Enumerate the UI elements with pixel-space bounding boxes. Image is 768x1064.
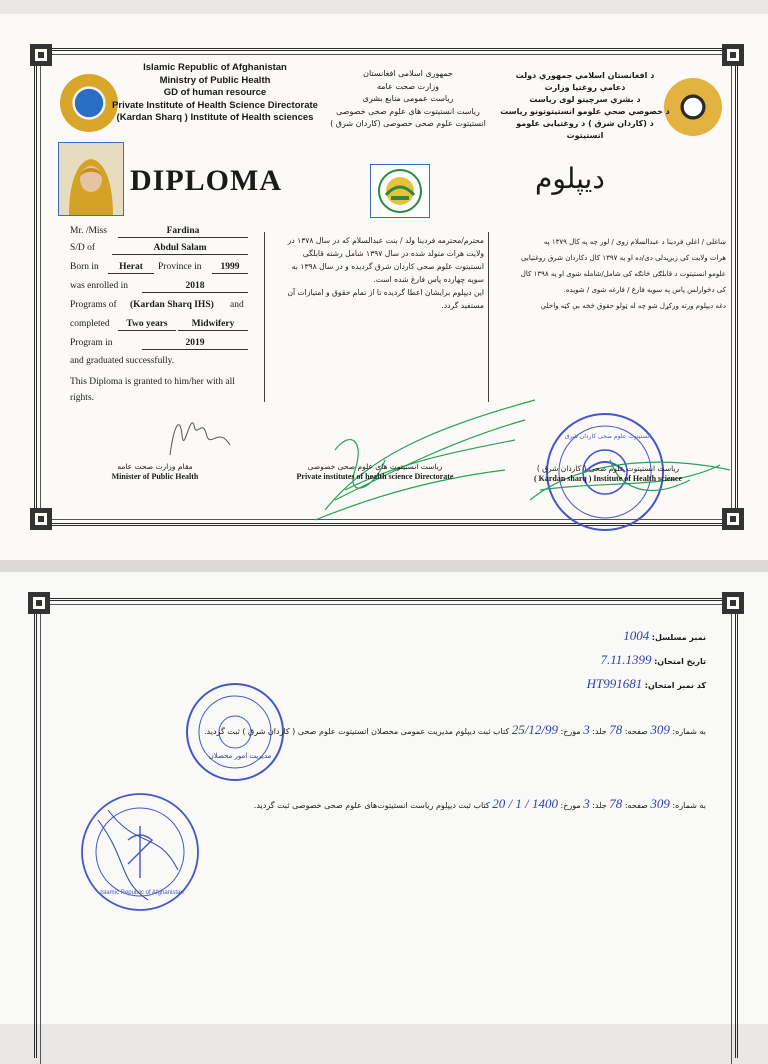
corner-ornament-bottom-right bbox=[722, 508, 744, 530]
completed-label: completed bbox=[70, 319, 110, 329]
header-pashto-line: د خصوصي صحي علومو انستیتوتونو ریاست bbox=[500, 107, 670, 116]
programs-label: Programs of bbox=[70, 300, 117, 310]
corner-ornament-top-right bbox=[722, 44, 744, 66]
directorate-label-dari: ریاست انستیتوت های علوم صحی خصوصی bbox=[307, 462, 443, 471]
serial-label: نمبر مسلسل: bbox=[651, 633, 706, 642]
corner-ornament-top-left bbox=[28, 592, 50, 614]
and-label: and bbox=[230, 300, 244, 310]
institute-stamp-text: انستیتوت علوم صحی کاردان شرق bbox=[564, 433, 652, 440]
program-in-label: Program in bbox=[70, 338, 113, 348]
reg2-text: کتاب ثبت دیپلوم ریاست انستیتوت‌های علوم صحی خصوصی ثبت گردید. bbox=[253, 801, 490, 810]
header-dari-line: انستیتوت علوم صحی خصوصی (کاردان شرق ) bbox=[330, 119, 486, 128]
institute-label-en: ( Kardan sharq ) Institute of Health science bbox=[533, 474, 683, 483]
graduate-name: Fardina bbox=[118, 226, 248, 238]
minister-signature bbox=[160, 405, 240, 465]
birth-city: Herat bbox=[108, 262, 154, 274]
directorate-label-en: Private institutes of health science Directorate bbox=[296, 472, 454, 481]
granted-text: This Diploma is granted to him/her with all rights. bbox=[70, 377, 235, 403]
reg2-number: 309 bbox=[650, 796, 670, 811]
header-english bbox=[110, 62, 320, 125]
dari-body-text bbox=[268, 236, 484, 314]
header-pashto-line: د افغانستان اسلامي جمهوري دولت bbox=[515, 71, 655, 80]
reg2-volume-label: جلد: bbox=[592, 801, 607, 810]
header-dari-line: ریاست عمومی منابع بشری bbox=[362, 94, 454, 103]
reg1-page-label: صفحه: bbox=[624, 727, 648, 736]
state-emblem-icon bbox=[664, 78, 722, 136]
graduated-text: and graduated successfully. bbox=[70, 356, 175, 366]
header-pashto-line: دعامې روغتیا وزارت bbox=[544, 83, 626, 92]
header-en-line: Ministry of Public Health bbox=[159, 74, 271, 86]
enrolled-label: was enrolled in bbox=[70, 281, 129, 291]
dari-body-line: مستفید گردد. bbox=[441, 301, 484, 310]
program-duration: Two years bbox=[118, 319, 176, 331]
diploma-title-english: DIPLOMA bbox=[130, 164, 282, 197]
dari-body-line: محترم/محترمه فردینا ولد / بنت عبدالسلام که در سال ۱۳۷۸ در bbox=[287, 236, 484, 245]
pashto-body-line: علومو انستیتوت د قابلګی څانګه کی شامل/شامله شوی او په ۱۳۹۸ کال bbox=[520, 270, 726, 278]
corner-ornament-top-left bbox=[30, 44, 52, 66]
exam-code: HT991681 bbox=[586, 676, 643, 691]
pashto-body-line: ښاغلی / اغلې فردینا د عبدالسلام زوی / لور چه په کال ۱۳۷۹ په bbox=[543, 238, 726, 246]
diploma-title-pashto: دیپلوم bbox=[535, 162, 605, 195]
reg1-volume-label: جلد: bbox=[592, 727, 607, 736]
reg1-text: کتاب ثبت دیپلوم مدیریت عمومی محصلان انستیتوت علوم صحی ( کاردان شرق ) ثبت گردید. bbox=[204, 727, 510, 736]
institute-signature-label bbox=[508, 464, 708, 484]
exam-date: 7.11.1399 bbox=[600, 652, 652, 667]
minister-label-dari: مقام وزارت صحت عامه bbox=[117, 462, 193, 471]
graduate-photo bbox=[58, 142, 124, 216]
exam-date-label: تاریخ امتحان: bbox=[654, 657, 706, 666]
pashto-body-line: هرات ولایت کی زیږیدلی دی/ده او په ۱۳۹۷ کال دکاردان شرق روغتیایی bbox=[521, 254, 726, 262]
province-label: Province in bbox=[158, 262, 202, 272]
registration-row-1 bbox=[204, 722, 706, 738]
pashto-body-text bbox=[494, 236, 726, 316]
directorate-signature bbox=[305, 390, 545, 530]
exam-code-row bbox=[587, 676, 706, 692]
header-dari-line: ریاست انستیتوت های علوم صحی خصوصی bbox=[336, 106, 480, 116]
ministry-stamp-icon bbox=[78, 790, 208, 920]
reg1-date-label: مورخ: bbox=[560, 727, 581, 736]
header-en-line: GD of human resource bbox=[163, 87, 267, 98]
directorate-signature-label bbox=[270, 462, 480, 482]
reg1-volume: 3 bbox=[583, 722, 590, 737]
name-label: Mr. /Miss bbox=[70, 226, 107, 236]
reg2-page-label: صفحه: bbox=[624, 801, 648, 810]
column-divider-right bbox=[488, 232, 489, 402]
header-dari-line: جمهوری اسلامی افغانستان bbox=[363, 69, 453, 78]
header-pashto-line: د بشري سرچینو لوی ریاست bbox=[529, 95, 641, 104]
pashto-body-line: دغه دیپلوم ورته ورکړل شو چه له ټولو حقوق څخه بې کټه واخلي bbox=[540, 302, 726, 310]
program-specialty: Midwifery bbox=[178, 319, 248, 331]
reg1-prefix: به شماره: bbox=[672, 727, 706, 736]
exam-date-row bbox=[600, 652, 706, 668]
reg2-date-label: مورخ: bbox=[560, 801, 581, 810]
header-dari-line: وزارت صحت عامه bbox=[376, 81, 440, 91]
dari-body-line: این دیپلوم برایشان اعطا گردیده تا از تمام حقوق و امتیازات آن bbox=[287, 288, 484, 297]
minister-signature-label bbox=[90, 462, 220, 482]
serial-number: 1004 bbox=[623, 628, 650, 643]
minister-label-en: Minister of Public Health bbox=[111, 472, 199, 481]
header-en-line: (Kardan Sharq ) Institute of Health sciences bbox=[116, 112, 314, 123]
serial-number-row bbox=[623, 628, 706, 644]
dari-body-line: ولایت هرات متولد شده در سال ۱۳۹۷ شامل رشته قابلگی bbox=[302, 249, 484, 258]
institute-label-dari: ریاست انستیتوت علوم صحی ( کاردان شرق ) bbox=[536, 464, 680, 473]
reg1-number: 309 bbox=[650, 722, 670, 737]
dari-body-line: انستیتوت علوم صحی کاردان شرق گردیده و در سال ۱۳۹۸ به bbox=[291, 262, 484, 271]
pashto-body-line: کی دڅوارلس پاس په سویه فارغ / فارغه شوی / شویده. bbox=[563, 286, 726, 294]
reg1-date: 25/12/99 bbox=[511, 722, 558, 737]
ministry-stamp-text: Islamic Republic of Afghanistan bbox=[100, 890, 184, 896]
parent-name: Abdul Salam bbox=[112, 243, 248, 255]
corner-ornament-top-right bbox=[722, 592, 744, 614]
reg2-prefix: به شماره: bbox=[672, 801, 706, 810]
born-label: Born in bbox=[70, 262, 99, 272]
corner-ornament-bottom-left bbox=[30, 508, 52, 530]
institute-logo bbox=[370, 164, 430, 218]
program-name: (Kardan Sharq IHS) bbox=[130, 300, 214, 310]
header-en-line: Private Institute of Health Science Directorate bbox=[112, 99, 318, 111]
header-en-line: Islamic Republic of Afghanistan bbox=[143, 62, 287, 73]
student-affairs-stamp-text: مدیریت امور محصلان bbox=[208, 752, 272, 760]
header-pashto bbox=[500, 70, 670, 142]
reg1-page: 78 bbox=[609, 722, 623, 737]
reg2-date: 1400 / 1 / 20 bbox=[492, 796, 558, 811]
dari-body-line: سویه چهارده پاس فارغ شده است. bbox=[373, 275, 484, 284]
header-dari bbox=[318, 68, 498, 131]
enrolled-year: 2018 bbox=[142, 281, 248, 293]
sd-label: S/D of bbox=[70, 243, 96, 253]
birth-year: 1999 bbox=[212, 262, 248, 274]
exam-code-label: کد نمبر امتحان: bbox=[644, 681, 706, 690]
header-pashto-line: د (کاردان شرق ) د روغتیایی علومو انستیتوت bbox=[516, 119, 654, 140]
reg2-volume: 3 bbox=[583, 796, 590, 811]
reg2-page: 78 bbox=[609, 796, 623, 811]
column-divider-left bbox=[264, 232, 265, 402]
sheet-gap bbox=[0, 560, 768, 572]
graduation-year: 2019 bbox=[142, 338, 248, 350]
registration-row-2 bbox=[254, 796, 706, 812]
